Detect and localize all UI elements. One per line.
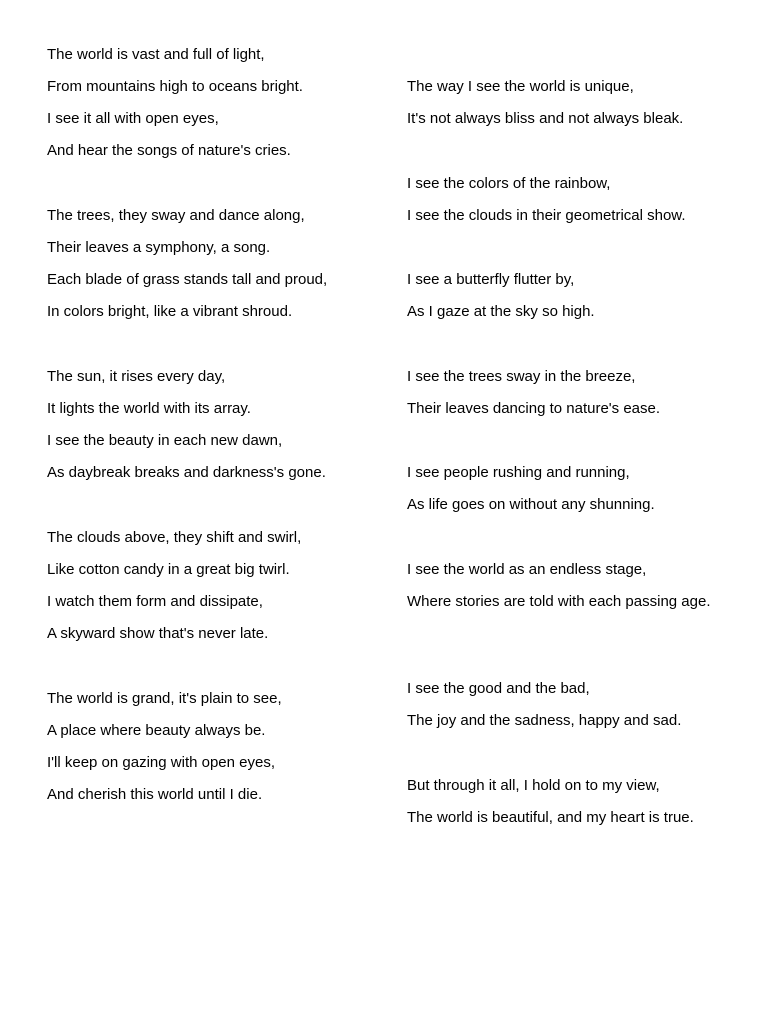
poem-line: And hear the songs of nature's cries.: [47, 142, 291, 159]
poem-line: And cherish this world until I die.: [47, 786, 263, 803]
poem-line: I see the clouds in their geometrical show.: [407, 207, 686, 224]
poem-line: Their leaves dancing to nature's ease.: [407, 400, 661, 417]
poem-line: Where stories are told with each passing age.: [407, 593, 711, 610]
poem-line: It lights the world with its array.: [47, 400, 251, 417]
poem-line: The world is vast and full of light,: [47, 46, 265, 63]
poem-line: I see it all with open eyes,: [47, 110, 219, 127]
poem-line: I'll keep on gazing with open eyes,: [47, 754, 276, 771]
poem-line: But through it all, I hold on to my view,: [407, 777, 660, 794]
poem-line: I see the colors of the rainbow,: [407, 175, 611, 192]
poem-line: I see the good and the bad,: [407, 680, 590, 697]
poem-line: The way I see the world is unique,: [407, 78, 634, 95]
poem-line: I watch them form and dissipate,: [47, 593, 263, 610]
poem-line: The joy and the sadness, happy and sad.: [407, 712, 682, 729]
poem-line: From mountains high to oceans bright.: [47, 78, 303, 95]
poem-line: The sun, it rises every day,: [47, 368, 226, 385]
poem-line: As daybreak breaks and darkness's gone.: [47, 464, 326, 481]
poem-line: I see the beauty in each new dawn,: [47, 432, 283, 449]
poem-line: I see people rushing and running,: [407, 464, 630, 481]
poem-line: I see the trees sway in the breeze,: [407, 368, 636, 385]
poem-line: It's not always bliss and not always bleak.: [407, 110, 684, 127]
poem-line: I see a butterfly flutter by,: [407, 271, 575, 288]
poem-line: I see the world as an endless stage,: [407, 561, 647, 578]
poem-line: In colors bright, like a vibrant shroud.: [47, 303, 293, 320]
poem-line: As life goes on without any shunning.: [407, 496, 655, 513]
poem-line: The trees, they sway and dance along,: [47, 207, 305, 224]
poem-line: The world is beautiful, and my heart is true.: [407, 809, 694, 826]
poem-line: Each blade of grass stands tall and proud,: [47, 271, 328, 288]
poem-line: The clouds above, they shift and swirl,: [47, 529, 302, 546]
poem-line: As I gaze at the sky so high.: [407, 303, 595, 320]
poem-line: Their leaves a symphony, a song.: [47, 239, 271, 256]
poem-line: A skyward show that's never late.: [47, 625, 269, 642]
poem-line: The world is grand, it's plain to see,: [47, 690, 282, 707]
poem-line: Like cotton candy in a great big twirl.: [47, 561, 290, 578]
poem-line: A place where beauty always be.: [47, 722, 266, 739]
